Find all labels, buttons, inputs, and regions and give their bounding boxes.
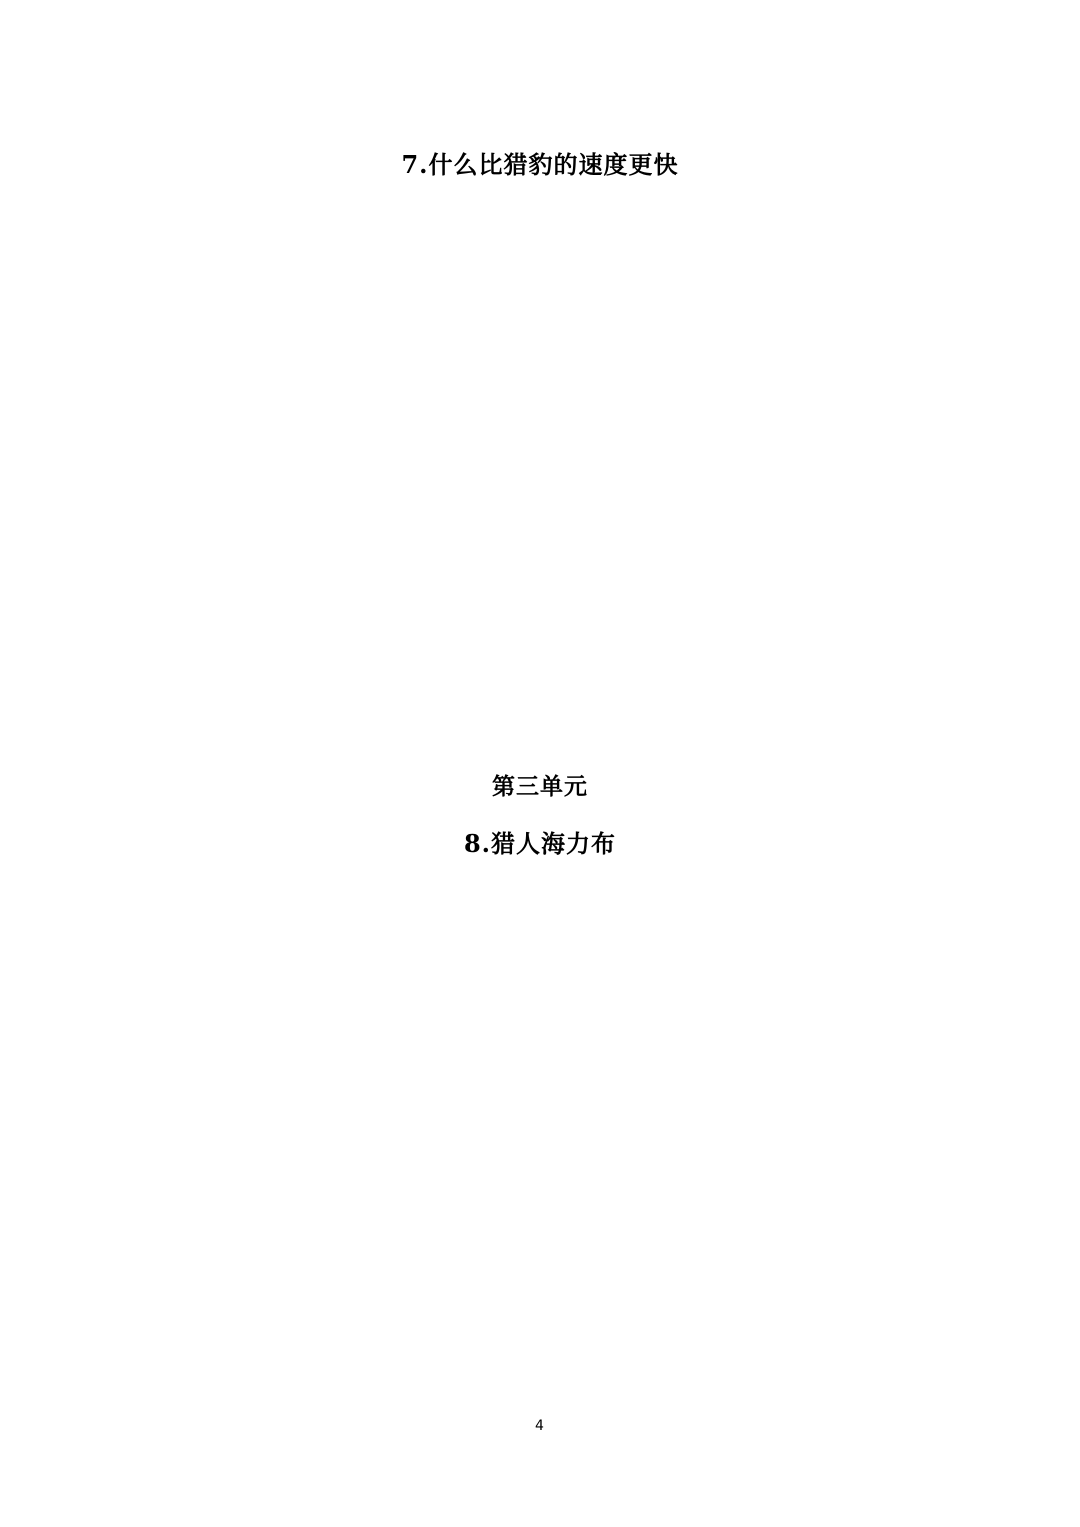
lesson7-title: 7.什么比猎豹的速度更快 [401, 150, 679, 179]
lesson8-title: 8.猎人海力布 [463, 829, 617, 858]
page-number: 4 [535, 1418, 544, 1434]
unit-title: 第三单元 [492, 773, 588, 800]
